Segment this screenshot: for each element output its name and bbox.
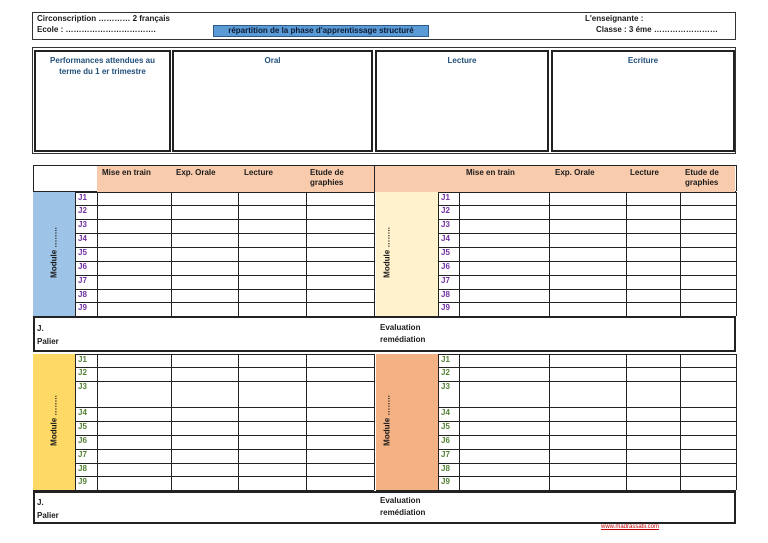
perf-title-ecriture: Ecriture	[627, 56, 659, 65]
module-section-2-left-day-J3: J3	[78, 382, 87, 391]
perf-title-performances: Performances attendues au terme du 1 er trimestre	[50, 56, 155, 76]
module-section-1-right-col-line-3	[549, 192, 550, 316]
module-section-2-right-day-J3: J3	[441, 382, 450, 391]
module-section-1-left-day-J9: J9	[78, 303, 87, 312]
module-section-2-right-row-line-0	[438, 354, 736, 355]
module-section-1-left-day-J1: J1	[78, 193, 87, 202]
enseignante-text: L'enseignante :	[585, 14, 644, 23]
module-section-1-right-col-line-5	[680, 192, 681, 316]
module-section-1-right-row-line-7	[438, 289, 736, 290]
module-section-2-left-day-J4: J4	[78, 408, 87, 417]
module-section-1-left-col-line-4	[238, 192, 239, 316]
module-section-1-right-day-J9: J9	[441, 303, 450, 312]
module-section-1-left-day-J6: J6	[78, 262, 87, 271]
module-section-2-right-col-line-5	[680, 354, 681, 490]
watermark-text: www.madrassatii.com	[601, 524, 660, 530]
col-header-exp-orale-left: Exp. Orale	[176, 168, 216, 177]
module-section-2-right-day-J4: J4	[441, 408, 450, 417]
module-section-2-left-row-line-1	[75, 367, 374, 368]
module-section-1-right-row-line-4	[438, 247, 736, 248]
header-col-line-11	[736, 165, 737, 191]
col-header-lecture-left: Lecture	[244, 168, 273, 177]
module-section-2-left-row-line-2	[75, 381, 374, 382]
palier-label-2: J. Palier	[37, 498, 59, 520]
module-section-2-right-row-line-8	[438, 476, 736, 477]
module-section-1-left-day-J2: J2	[78, 206, 87, 215]
module-section-1-right-row-line-8	[438, 302, 736, 303]
header-col-line-0	[33, 165, 34, 191]
module-label-1: Module ……..	[49, 227, 59, 278]
module-section-2-left-col-line-6	[374, 354, 375, 490]
module-section-2-right-day-J1: J1	[441, 355, 450, 364]
module-section-2-right-row-line-1	[438, 367, 736, 368]
col-header-etude-right: Etude de graphies	[685, 168, 719, 187]
module-section-1-right-day-J1: J1	[441, 193, 450, 202]
module-section-1-left-day-J4: J4	[78, 234, 87, 243]
module-section-2-left-row-line-7	[75, 463, 374, 464]
module-section-2-left-day-J8: J8	[78, 464, 87, 473]
module-section-1-left-row-line-7	[75, 289, 374, 290]
module-section-2-right-col-line-6	[736, 354, 737, 490]
module-section-1-right-row-line-6	[438, 275, 736, 276]
module-section-1-right-row-line-5	[438, 261, 736, 262]
module-section-2-left-row-line-3	[75, 407, 374, 408]
ecole-text: Ecole : …………………………….	[37, 25, 156, 34]
module-section-2-left-row-line-6	[75, 449, 374, 450]
module-section-1-left-day-J3: J3	[78, 220, 87, 229]
evaluation-label-1: Evaluation remédiation	[380, 323, 426, 344]
module-section-1-right-day-J5: J5	[441, 248, 450, 257]
module-section-1-right-row-line-0	[438, 192, 736, 193]
module-section-2-right-row-line-5	[438, 435, 736, 436]
module-section-1-left-row-line-4	[75, 247, 374, 248]
module-section-2-left-day-J9: J9	[78, 477, 87, 486]
module-section-1-right-day-J6: J6	[441, 262, 450, 271]
col-header-exp-orale-right: Exp. Orale	[555, 168, 595, 177]
module-section-1-right-day-J7: J7	[441, 276, 450, 285]
module-section-2-right-day-J7: J7	[441, 450, 450, 459]
module-section-1-left-day-J8: J8	[78, 290, 87, 299]
module-section-2-right-row-line-7	[438, 463, 736, 464]
module-section-2-right-row-line-6	[438, 449, 736, 450]
module-section-2-right-col-line-2	[459, 354, 460, 490]
module-section-2-right-col-line-3	[549, 354, 550, 490]
col-header-etude-left: Etude de graphies	[310, 168, 344, 187]
module-section-2-left-row-line-0	[75, 354, 374, 355]
title-pill: répartition de la phase d'apprentissage structuré	[213, 25, 429, 37]
perf-title-lecture: Lecture	[447, 56, 477, 65]
module-section-2-right-day-J2: J2	[441, 368, 450, 377]
col-header-lecture-right: Lecture	[630, 168, 659, 177]
module-section-2-left-day-J2: J2	[78, 368, 87, 377]
module-section-1-left-row-line-0	[75, 192, 374, 193]
module-section-1-left-col-line-3	[171, 192, 172, 316]
module-section-2-left-col-line-2	[97, 354, 98, 490]
module-section-2-left-row-line-5	[75, 435, 374, 436]
col-header-mise-en-train-right: Mise en train	[466, 168, 515, 177]
col-header-mise-en-train-left: Mise en train	[102, 168, 151, 177]
module-section-2-right-day-J9: J9	[441, 477, 450, 486]
module-section-1-left-row-line-5	[75, 261, 374, 262]
classe-text: Classe : 3 éme ……………………	[596, 25, 718, 34]
module-section-1-left-row-line-2	[75, 219, 374, 220]
module-section-1-right-day-J4: J4	[441, 234, 450, 243]
module-section-2-left-day-J6: J6	[78, 436, 87, 445]
module-section-1-right-row-line-2	[438, 219, 736, 220]
module-section-1-right-col-line-6	[736, 192, 737, 316]
module-section-2-right-day-J6: J6	[441, 436, 450, 445]
module-section-2-left-day-J1: J1	[78, 355, 87, 364]
module-label-2: Module ……..	[382, 227, 392, 278]
module-section-2-left-row-line-8	[75, 476, 374, 477]
module-section-2-left-col-line-4	[238, 354, 239, 490]
module-section-1-left-day-J7: J7	[78, 276, 87, 285]
module-section-1-left-row-line-6	[75, 275, 374, 276]
palier-label-1: J. Palier	[37, 324, 59, 346]
module-section-1-right-day-J8: J8	[441, 290, 450, 299]
module-section-2-left-col-line-3	[171, 354, 172, 490]
module-label-3: Module ……..	[49, 395, 59, 446]
module-section-2-left-day-J5: J5	[78, 422, 87, 431]
module-section-2-left-day-J7: J7	[78, 450, 87, 459]
module-section-1-left-row-line-1	[75, 205, 374, 206]
module-section-2-right-row-line-2	[438, 381, 736, 382]
module-section-1-right-row-line-1	[438, 205, 736, 206]
module-section-2-right-row-line-3	[438, 407, 736, 408]
module-section-1-right-col-line-4	[626, 192, 627, 316]
module-section-1-right-col-line-2	[459, 192, 460, 316]
module-section-1-left-col-line-2	[97, 192, 98, 316]
module-section-2-right-day-J8: J8	[441, 464, 450, 473]
module-section-1-left-day-J5: J5	[78, 248, 87, 257]
module-section-1-right-day-J3: J3	[441, 220, 450, 229]
circonscription-text: Circonscription ………… 2 français	[37, 14, 170, 23]
module-section-2-right-col-line-4	[626, 354, 627, 490]
module-label-4: Module ……..	[382, 395, 392, 446]
evaluation-label-2: Evaluation remédiation	[380, 496, 426, 517]
module-section-2-left-col-line-5	[306, 354, 307, 490]
module-section-2-left-row-line-4	[75, 421, 374, 422]
module-section-1-left-col-line-6	[374, 192, 375, 316]
module-section-1-left-row-line-8	[75, 302, 374, 303]
module-section-2-right-day-J5: J5	[441, 422, 450, 431]
module-section-1-left-row-line-3	[75, 233, 374, 234]
module-section-1-right-day-J2: J2	[441, 206, 450, 215]
module-section-2-right-row-line-4	[438, 421, 736, 422]
module-section-1-left-col-line-5	[306, 192, 307, 316]
perf-title-oral: Oral	[264, 56, 281, 65]
module-section-1-right-row-line-3	[438, 233, 736, 234]
